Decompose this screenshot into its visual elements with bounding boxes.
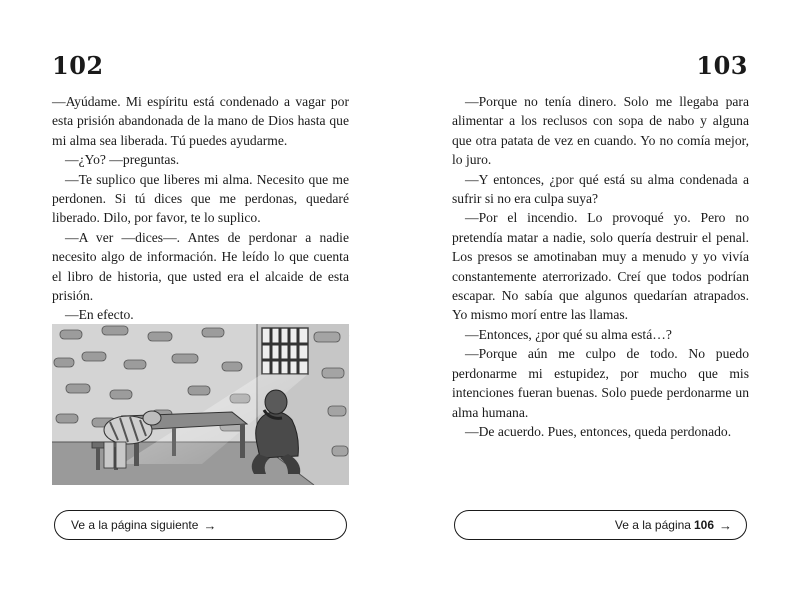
right-page-text xyxy=(452,92,749,441)
paragraph: —Te suplico que liberes mi alma. Necesito que me perdonen. Si tú dices que me perdonas, quedaré liberado. Dilo, por favor, te lo suplico. xyxy=(52,171,349,226)
paragraph: —Porque no tenía dinero. Solo me llegaba para alimentar a los reclusos con sopa de nabo y alguna que otra patata de vez en cuando. Yo no comía mejor, lo juro. xyxy=(452,94,749,168)
left-page-text xyxy=(52,92,349,364)
arrow-right-icon: → xyxy=(719,517,732,533)
paragraph: —Porque aún me culpo de todo. No puedo perdonarme mi estupidez, por mucho que mis intenciones fueran buenas. Solo puede perdonarme un alma humana. xyxy=(452,346,749,420)
paragraph: —Por el incendio. Lo provoqué yo. Pero no pretendía matar a nadie, solo quería destruir el penal. Los presos se amotinaban muy a menudo y yo vivía constantemente aterrorizado. Creí que todos podrían escapar. No sabía que algunos quedarían atrapados. Yo mismo morí entre las llamas. xyxy=(452,210,749,323)
next-page-label: Ve a la página siguiente xyxy=(71,518,199,532)
prison-cell-illustration xyxy=(52,324,349,485)
go-to-page-label: Ve a la página xyxy=(614,518,691,532)
paragraph: —De acuerdo. Pues, entonces, queda perdonado. xyxy=(465,423,732,439)
paragraph: —En efecto. xyxy=(65,307,134,323)
arrow-right-icon: → xyxy=(203,517,217,533)
paragraph: —¿Yo? —preguntas. xyxy=(65,152,180,168)
page-number-right: 103 xyxy=(696,51,748,80)
go-to-page-button[interactable] xyxy=(454,510,747,540)
paragraph: —Entonces, ¿por qué su alma está…? xyxy=(465,326,672,342)
page-number-left: 102 xyxy=(52,51,104,80)
paragraph: —A ver —dices—. Antes de perdonar a nadie necesito algo de información. He leído lo que cuenta el libro de historia, que usted era el alcaide de esta prisión. xyxy=(52,229,349,304)
paragraph: —Y entonces, ¿por qué está su alma condenada a sufrir si no era culpa suya? xyxy=(452,171,749,207)
target-page-number: 106 xyxy=(693,518,714,532)
paragraph: —Ayúdame. Mi espíritu está condenado a vagar por esta prisión abandonada de la mano de Dios hasta que mi alma sea liberada. Tú puedes ayudarme. xyxy=(52,94,349,148)
next-page-button[interactable] xyxy=(54,510,347,540)
